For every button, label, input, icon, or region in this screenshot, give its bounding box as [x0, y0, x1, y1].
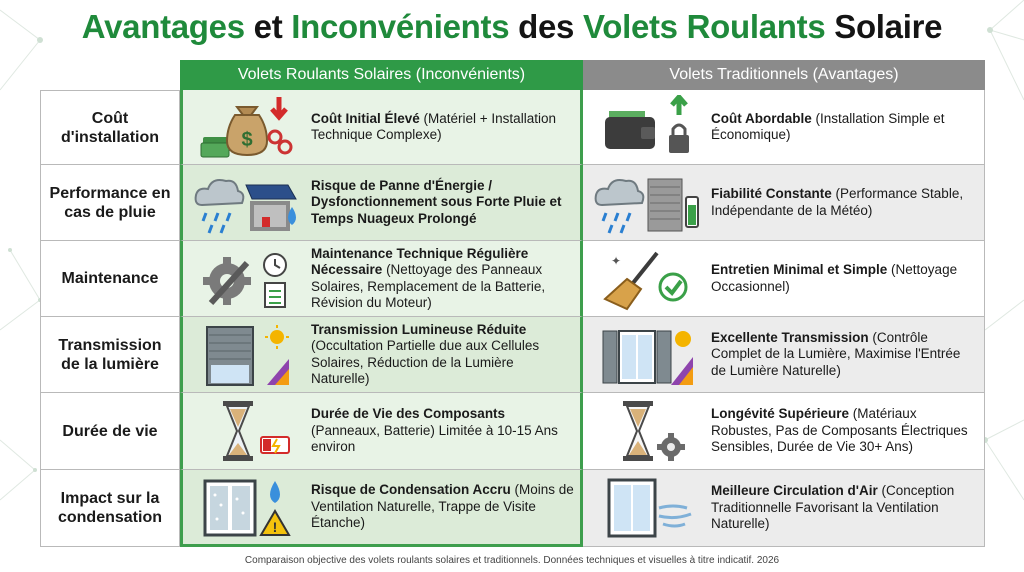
hourglass-gear-icon: [583, 393, 711, 469]
traditional-text: [711, 262, 984, 295]
trad-desc: (Contrôle Complet de la Lumière, Maximise l'Entrée de Lumière Naturelle): [711, 329, 961, 378]
solar-cell: [180, 317, 583, 393]
solar-title: Risque de Panne d'Énergie / Dysfonctionnement sous Forte Pluie et Temps Nuageux Prolongé: [311, 177, 562, 226]
solar-cell: [180, 165, 583, 241]
solar-desc: (Matériel + Installation Technique Complexe): [311, 110, 556, 142]
title-part-4: des: [509, 8, 583, 45]
rain-cloud-shutter-battery-icon: [583, 165, 711, 240]
svg-text:✦: ✦: [611, 253, 622, 268]
title-part-1: Avantages: [81, 8, 245, 45]
traditional-cell: [583, 90, 985, 165]
trad-desc: (Nettoyage Occasionnel): [711, 262, 958, 294]
trad-desc: (Installation Simple et Économique): [711, 110, 945, 142]
row-condensation: [40, 470, 985, 547]
traditional-text: [711, 111, 984, 144]
solar-title: Transmission Lumineuse Réduite: [311, 321, 527, 337]
solar-text: [311, 322, 580, 388]
solar-title: Maintenance Technique Régulière Nécessaire: [311, 245, 529, 277]
page-title: [0, 8, 1024, 46]
solar-text: [311, 406, 580, 456]
traditional-text: [711, 186, 984, 219]
title-part-3: Inconvénients: [291, 8, 510, 45]
solar-cell: [180, 90, 583, 165]
row-maintenance: [40, 241, 985, 317]
header-traditional: Volets Traditionnels (Avantages): [583, 60, 985, 90]
money-bag-icon: [183, 90, 311, 164]
row-label: Impact sur la condensation: [40, 470, 180, 547]
row-rain: [40, 165, 985, 241]
traditional-cell: [583, 241, 985, 317]
row-lifespan: [40, 393, 985, 470]
trad-desc: (Conception Traditionnelle Favorisant la Ventilation Naturelle): [711, 483, 955, 532]
solar-cell: [180, 241, 583, 317]
airflow-window-icon: [583, 470, 711, 546]
solar-text: [311, 482, 580, 532]
traditional-text: [711, 483, 984, 533]
solar-cell: [180, 470, 583, 547]
title-part-2: et: [244, 8, 292, 45]
title-part-6: Solaire: [825, 8, 943, 45]
traditional-text: [711, 406, 984, 456]
rain-cloud-solar-panel-icon: [183, 165, 311, 240]
row-label: Coût d'installation: [40, 90, 180, 165]
condensation-window-icon: [183, 470, 311, 544]
trad-title: Entretien Minimal et Simple: [711, 262, 888, 277]
solar-title: Coût Initial Élevé: [311, 110, 420, 126]
trad-desc: (Matériaux Robustes, Pas de Composants Électriques Sensibles, Durée de Vie 30+ Ans): [711, 406, 968, 455]
solar-text: [311, 178, 580, 228]
trad-title: Longévité Supérieure: [711, 406, 850, 422]
footer-note: Comparaison objective des volets roulants solaires et traditionnels. Données techniques et visuelles à titre indicatif. 2026: [244, 555, 780, 566]
solar-title: Risque de Condensation Accru: [311, 482, 511, 498]
solar-text: [311, 246, 580, 312]
solar-text: [311, 111, 580, 144]
row-cost: [40, 90, 985, 165]
wallet-icon: [583, 90, 711, 164]
gears-wrench-icon: [183, 241, 311, 316]
open-window-sun-icon: [583, 317, 711, 392]
svg-text:$: $: [241, 129, 253, 151]
header-solar: Volets Roulants Solaires (Inconvénients): [180, 60, 583, 90]
solar-desc: (Occultation Partielle due aux Cellules Solaires, Réduction de la Lumière Naturelle): [311, 338, 540, 386]
trad-title: Coût Abordable: [711, 110, 812, 126]
trad-desc: (Performance Stable, Indépendante de la Météo): [711, 186, 964, 218]
solar-title: Durée de Vie des Composants: [311, 406, 506, 422]
traditional-cell: [583, 393, 985, 470]
solar-desc: (Panneaux, Batterie) Limitée à 10-15 Ans environ: [311, 422, 558, 455]
hourglass-battery-icon: [183, 393, 311, 469]
row-label: Maintenance: [40, 241, 180, 317]
row-label: Transmission de la lumière: [40, 317, 180, 393]
trad-title: Meilleure Circulation d'Air: [711, 483, 878, 499]
trad-title: Excellente Transmission: [711, 329, 869, 345]
row-light: [40, 317, 985, 393]
broom-checkmark-icon: [583, 241, 711, 316]
traditional-cell: [583, 165, 985, 241]
solar-cell: [180, 393, 583, 470]
trad-title: Fiabilité Constante: [711, 186, 832, 201]
svg-text:!: !: [272, 519, 278, 535]
solar-desc: (Moins de Ventilation Naturelle, Trappe de Visite Étanche): [311, 482, 574, 531]
traditional-cell: [583, 470, 985, 547]
traditional-cell: [583, 317, 985, 393]
row-label: Performance en cas de pluie: [40, 165, 180, 241]
solar-desc: (Nettoyage des Panneaux Solaires, Remplacement de la Batterie, Révision du Moteur): [311, 262, 546, 310]
row-label: Durée de vie: [40, 393, 180, 470]
comparison-table: [40, 60, 985, 547]
closed-shutter-sun-icon: [183, 317, 311, 392]
title-part-5: Volets Roulants: [582, 8, 826, 45]
traditional-text: [711, 330, 984, 380]
